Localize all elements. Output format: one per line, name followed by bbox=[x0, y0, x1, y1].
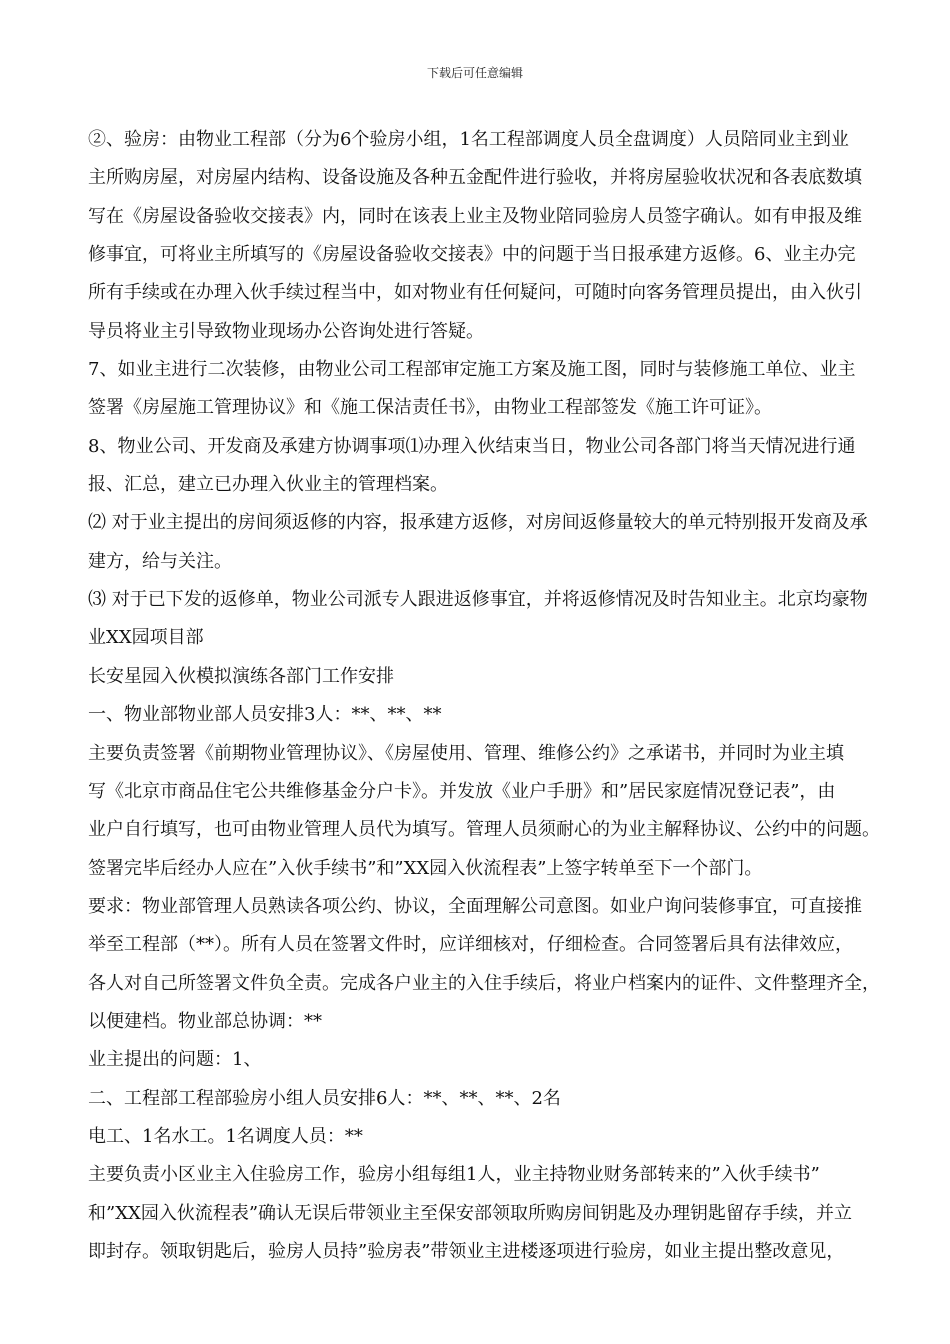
text-line: ⑶ 对于已下发的返修单，物业公司派专人跟进返修事宜，并将返修情况及时告知业主。北京均豪物 bbox=[88, 589, 868, 611]
text-line: 要求：物业部管理人员熟读各项公约、协议，全面理解公司意图。如业户询问装修事宜，可直接推 bbox=[88, 895, 862, 917]
text-line: 所有手续或在办理入伙手续过程当中，如对物业有任何疑问，可随时向客务管理员提出，由入伙引 bbox=[88, 282, 862, 304]
section-title: 长安星园入伙模拟演练各部门工作安排 bbox=[88, 665, 394, 687]
text-line: 举至工程部（**）。所有人员在签署文件时，应详细核对，仔细检查。合同签署后具有法律效应， bbox=[88, 934, 853, 956]
text-line: 和”XX园入伙流程表”确认无误后带领业主至保安部领取所购房间钥匙及办理钥匙留存手续，并立 bbox=[88, 1202, 853, 1224]
text-line: ②、验房：由物业工程部（分为6个验房小组，1名工程部调度人员全盘调度）人员陪同业主到业 bbox=[88, 129, 849, 150]
text-line: 写在《房屋设备验收交接表》内，同时在该表上业主及物业陪同验房人员签字确认。如有申报及维 bbox=[88, 205, 862, 227]
text-line: 各人对自己所签署文件负全责。完成各户业主的入住手续后，将业户档案内的证件、文件整理齐全， bbox=[88, 972, 880, 994]
text-line: 导员将业主引导致物业现场办公咨询处进行答疑。 bbox=[88, 320, 484, 342]
text-line: 主要负责小区业主入住验房工作，验房小组每组1人，业主持物业财务部转来的”入伙手续书” bbox=[88, 1164, 820, 1186]
text-line: 业主提出的问题：1、 bbox=[88, 1049, 262, 1071]
text-line: ⑵ 对于业主提出的房间须返修的内容，报承建方返修，对房间返修量较大的单元特别报开发商及承 bbox=[88, 512, 868, 534]
text-line: 7、如业主进行二次装修，由物业公司工程部审定施工方案及施工图，同时与装修施工单位、业主 bbox=[88, 359, 856, 381]
text-line: 8、物业公司、开发商及承建方协调事项⑴办理入伙结束当日，物业公司各部门将当天情况进行通 bbox=[88, 435, 856, 457]
text-line: 写《北京市商品住宅公共维修基金分户卡》。并发放《业户手册》和”居民家庭情况登记表”，由 bbox=[88, 780, 836, 802]
text-line: 主要负责签署《前期物业管理协议》、《房屋使用、管理、维修公约》之承诺书，并同时为业主填 bbox=[88, 742, 844, 764]
section-heading: 二、工程部工程部验房小组人员安排6人：**、**、**、2名 bbox=[88, 1087, 561, 1109]
page-header: 下载后可任意编辑 bbox=[426, 66, 523, 80]
text-line: 业XX园项目部 bbox=[88, 627, 204, 649]
text-line: 主所购房屋，对房屋内结构、设备设施及各种五金配件进行验收，并将房屋验收状况和各表底数填 bbox=[88, 167, 862, 189]
section-heading: 一、物业部物业部人员安排3人：**、**、** bbox=[88, 704, 442, 726]
text-line: 建方，给与关注。 bbox=[88, 550, 232, 572]
text-line: 以便建档。物业部总协调：** bbox=[88, 1010, 322, 1032]
text-line: 业户自行填写，也可由物业管理人员代为填写。管理人员须耐心的为业主解释协议、公约中的问题。 bbox=[88, 819, 880, 841]
text-line: 修事宜，可将业主所填写的《房屋设备验收交接表》中的问题于当日报承建方返修。6、业主办完 bbox=[88, 244, 856, 266]
text-line: 签署完毕后经办人应在”入伙手续书”和”XX园入伙流程表”上签字转单至下一个部门。 bbox=[88, 857, 763, 879]
text-line: 即封存。领取钥匙后，验房人员持”验房表”带领业主进楼逐项进行验房，如业主提出整改意见， bbox=[88, 1240, 845, 1262]
text-line: 电工、1名水工。1名调度人员：** bbox=[88, 1125, 363, 1147]
text-line: 签署《房屋施工管理协议》和《施工保洁责任书》，由物业工程部签发《施工许可证》。 bbox=[88, 397, 772, 419]
text-line: 报、汇总，建立已办理入伙业主的管理档案。 bbox=[88, 474, 448, 496]
document-body bbox=[88, 121, 920, 1271]
